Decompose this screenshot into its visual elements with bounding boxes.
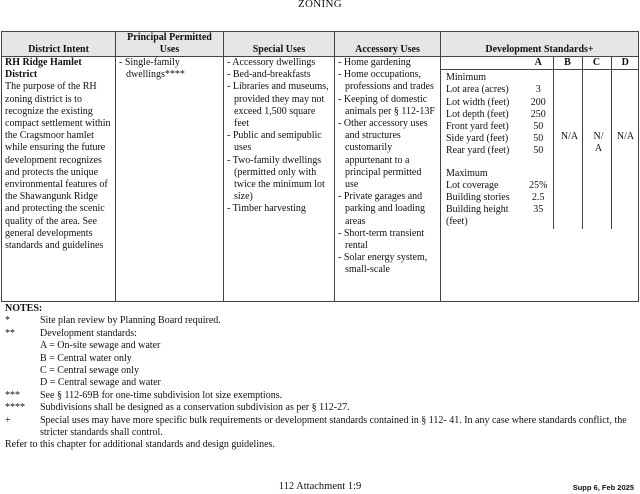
special-use-item: - Two-family dwellings (permitted only with twice the minimum lot size) [227, 155, 331, 204]
development-standards-cell [441, 57, 639, 302]
col-c-na: N/ A [593, 131, 604, 155]
col-d-label: D [611, 57, 639, 70]
std-value-a: 25% [529, 179, 548, 191]
std-value-a: 50 [533, 121, 544, 133]
special-use-item: - Bed-and-breakfasts [227, 69, 331, 81]
accessory-use-item: - Short-term transient rental [338, 228, 437, 252]
note-item: *** See § 112-69B for one-time subdivision lot size exemptions. [5, 389, 283, 401]
std-label: Rear yard (feet) [446, 145, 510, 157]
col-b-na: N/A [560, 131, 579, 142]
page-title: ZONING [298, 0, 342, 10]
std-label: Front yard feet) [446, 121, 509, 133]
special-use-item: - Public and semipublic uses [227, 130, 331, 154]
header-special-uses: Special Uses [224, 32, 335, 57]
std-value-a: 35 [533, 204, 544, 216]
col-c-label: C [582, 57, 611, 70]
std-value-a: 2.5 [532, 192, 545, 204]
std-label: Side yard (feet) [446, 133, 509, 145]
district-intent-text: The purpose of the RH zoning district is to recognize the existing compact settlement within the Cragsmoor hamlet while ensuring the future development recognizes and protects the unique environmental features of the Shawangunk Ridge and protecting the scenic quality of the area. See general developments standards and guidelines [5, 81, 111, 252]
accessory-use-item: - Other accessory uses and structures customarily appurtenant to a principal permitted use [338, 118, 437, 191]
notes-heading: NOTES: [5, 303, 43, 314]
supplement-label: Supp 6, Feb 2025 [572, 483, 634, 492]
header-principal-uses: Principal Permitted Uses [116, 32, 224, 57]
special-use-item: - Timber harvesting [227, 203, 331, 215]
col-d-na: N/A [616, 131, 635, 142]
std-value-a: 250 [530, 108, 546, 120]
principal-use-item: - Single-family dwellings**** [119, 57, 220, 81]
accessory-use-item: - Home occupations, professions and trades [338, 69, 437, 93]
dev-std-legend-d: D = Central sewage and water [40, 377, 161, 389]
std-value-a: 200 [530, 96, 546, 108]
dev-std-legend-c: C = Central sewage only [40, 365, 139, 377]
std-label: Lot depth (feet) [446, 108, 509, 120]
minimum-label: Minimum [446, 72, 487, 84]
std-label: Lot coverage [446, 179, 499, 191]
district-intent-cell [2, 57, 116, 302]
std-label: Lot width (feet) [446, 96, 510, 108]
accessory-use-item: - Private garages and parking and loading areas [338, 191, 437, 228]
accessory-use-item: - Solar energy system, small-scale [338, 252, 437, 276]
dev-std-legend-b: B = Central water only [40, 352, 132, 364]
std-value-a: 50 [533, 133, 544, 145]
note-item: * Site plan review by Planning Board required. [5, 315, 221, 327]
special-use-item: - Libraries and museums, provided they may not exceed 1,500 square feet [227, 81, 331, 130]
zoning-table [1, 31, 639, 302]
note-item: + Special uses may have more specific bulk requirements or development standards contained in § 112- 41. In any case where standards conflict, the stricter standards shall control. [5, 414, 627, 439]
accessory-use-item: - Keeping of domestic animals per § 112-13F [338, 94, 437, 118]
notes-closing: Refer to this chapter for additional standards and design guidelines. [5, 439, 275, 451]
notes-section [5, 303, 635, 452]
std-value-a: 3 [535, 84, 541, 96]
maximum-label: Maximum [446, 167, 488, 179]
accessory-uses-cell [335, 57, 441, 302]
page-footer: 112 Attachment 1:9 [278, 481, 362, 492]
note-item: ** Development standards: [5, 327, 137, 339]
header-district-intent: District Intent [2, 32, 116, 57]
dev-std-legend-a: A = On-site sewage and water [40, 340, 161, 352]
header-development-standards: Development Standards+ [441, 32, 639, 57]
col-b-label: B [553, 57, 582, 70]
special-use-item: - Accessory dwellings [227, 57, 331, 69]
note-item: **** Subdivisions shall be designed as a conservation subdivision as per § 112-27. [5, 402, 350, 414]
principal-uses-cell [116, 57, 224, 302]
header-accessory-uses: Accessory Uses [335, 32, 441, 57]
special-uses-cell [224, 57, 335, 302]
std-label: Lot area (acres) [446, 84, 509, 96]
col-a-label: A [524, 57, 553, 70]
std-label: Building stories [446, 192, 510, 204]
std-value-a: 50 [533, 145, 544, 157]
std-label: Building height (feet) [446, 204, 509, 228]
accessory-use-item: - Home gardening [338, 57, 437, 69]
district-name: RH Ridge Hamlet District [5, 57, 82, 81]
